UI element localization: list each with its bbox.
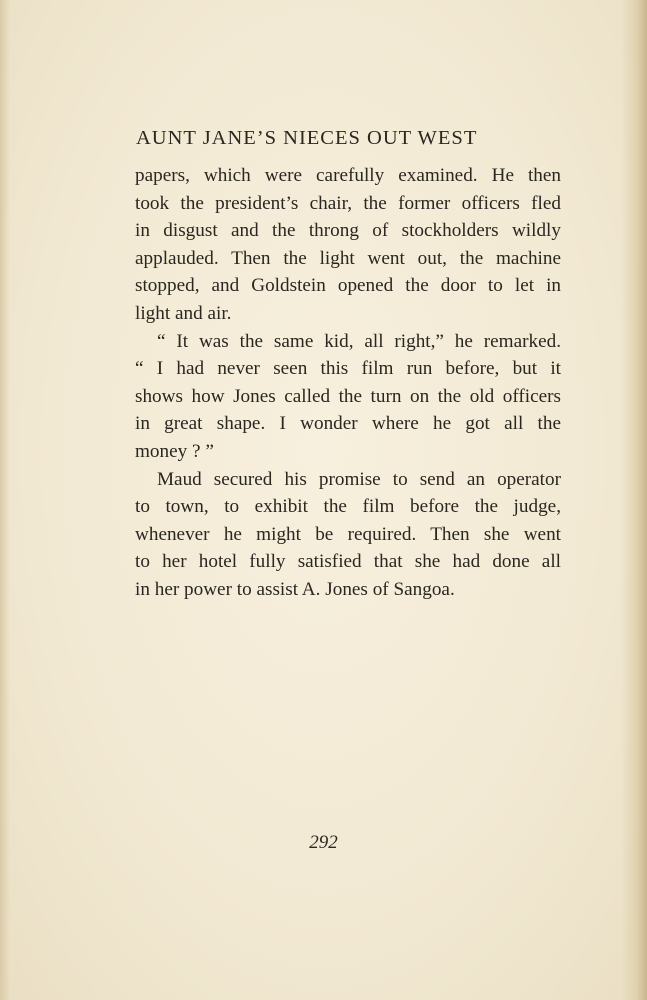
- text-line: stopped, and Goldstein opened the door to let in: [135, 275, 561, 297]
- text-line: “ It was the same kid, all right,” he remarked.: [157, 330, 561, 352]
- text-line: papers, which were carefully examined. He then: [135, 165, 561, 186]
- text-line: to her hotel fully satisfied that she had done all: [135, 551, 561, 573]
- running-head: AUNT JANE’S NIECES OUT WEST: [136, 127, 478, 149]
- text-line: shows how Jones called the turn on the old officers: [135, 385, 561, 407]
- paragraph: [135, 328, 561, 466]
- text-line: whenever he might be required. Then she went: [135, 523, 561, 545]
- text-line: in great shape. I wonder where he got all the: [135, 413, 561, 435]
- text-line: Maud secured his promise to send an operator: [157, 468, 561, 490]
- text-line: “ I had never seen this film run before, but it: [135, 358, 561, 380]
- text-line: applauded. Then the light went out, the machine: [135, 247, 561, 269]
- text-line: in disgust and the throng of stockholders wildly: [135, 220, 561, 242]
- text-line: in her power to assist A. Jones of Sangoa.: [135, 578, 455, 600]
- paragraph: [135, 466, 561, 604]
- page-number: 292: [309, 832, 338, 853]
- body-text: [135, 162, 561, 604]
- text-line: took the president’s chair, the former officers fled: [135, 192, 561, 214]
- text-line: to town, to exhibit the film before the judge,: [135, 496, 561, 518]
- text-line: light and air.: [135, 302, 232, 324]
- text-line: money ? ”: [135, 440, 214, 462]
- paragraph: [135, 162, 561, 328]
